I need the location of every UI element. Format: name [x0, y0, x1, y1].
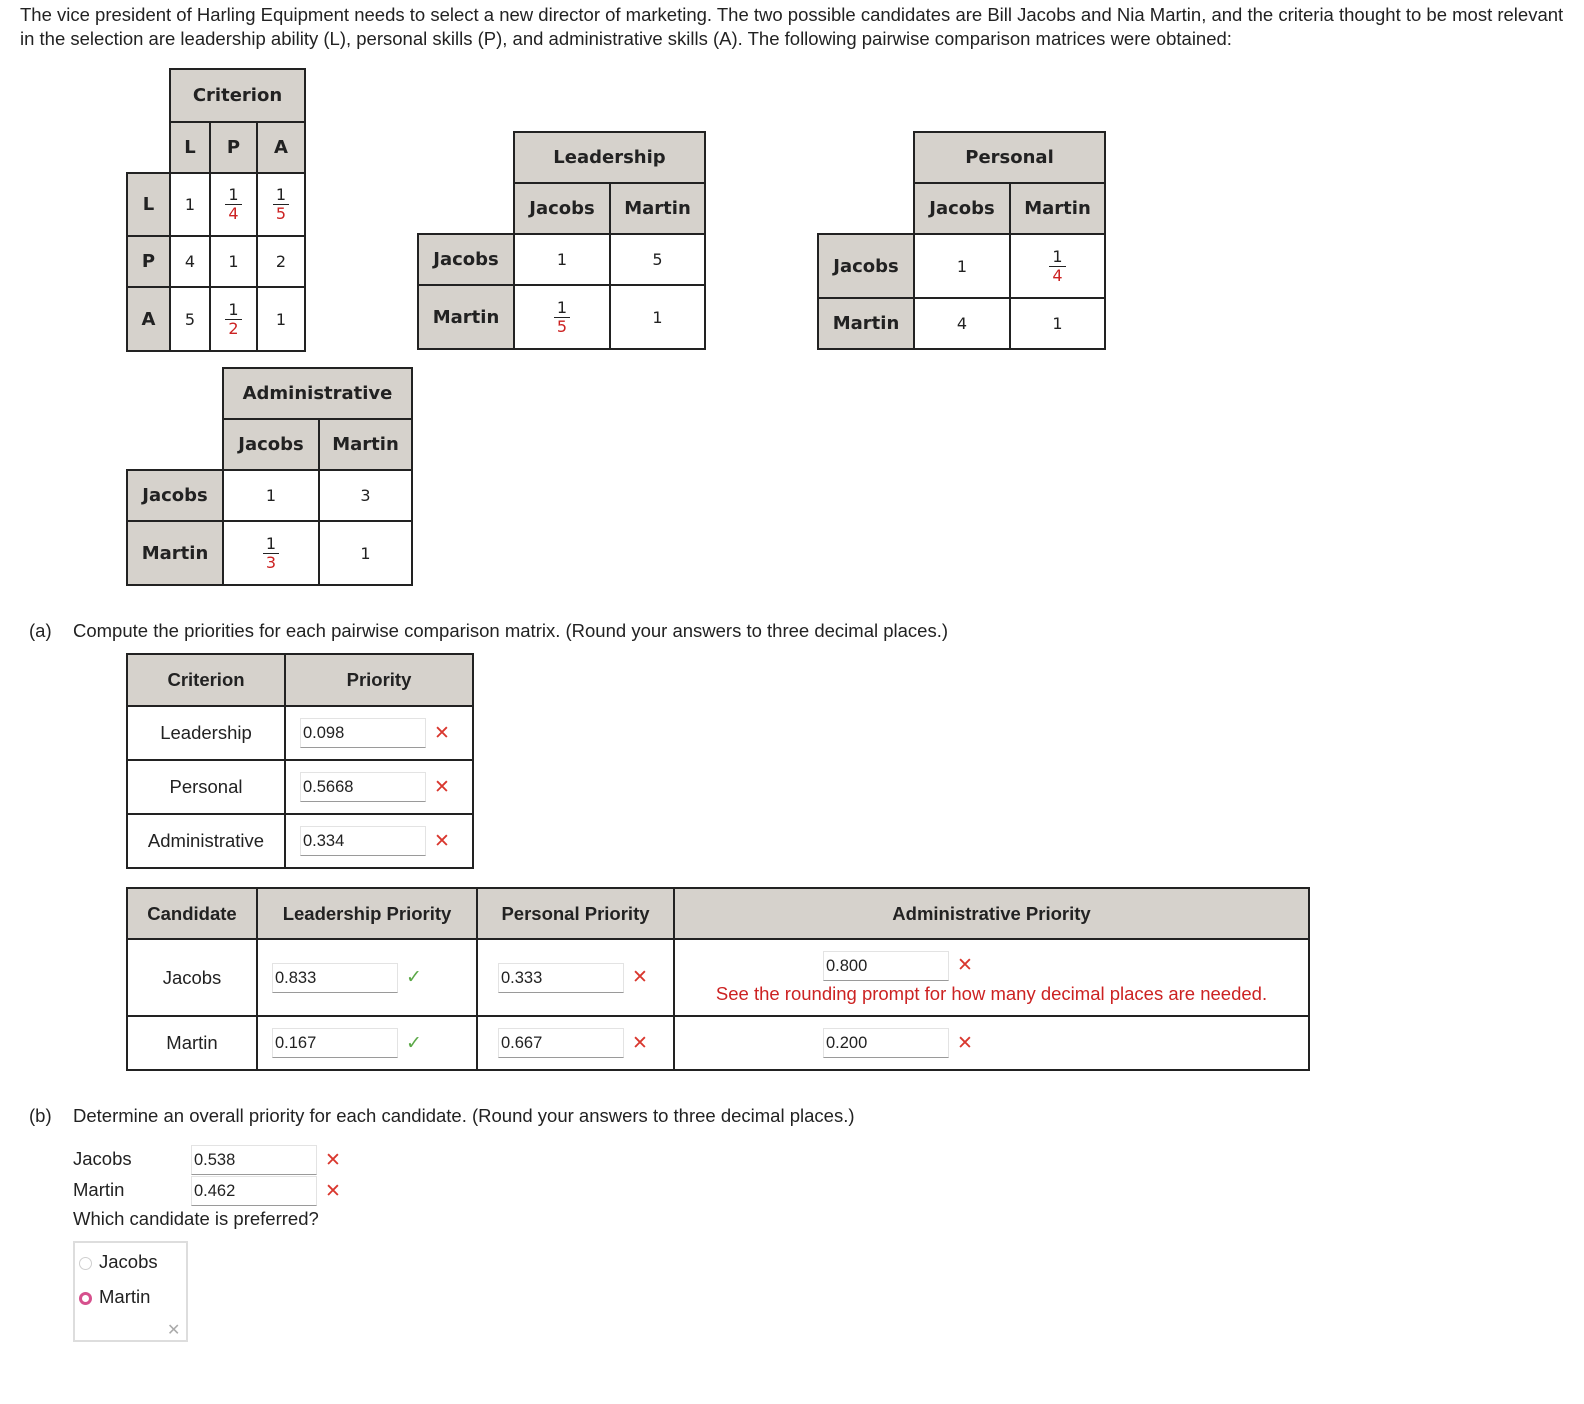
incorrect-x-icon: ✕: [434, 776, 450, 798]
criterion-personal-label: Personal: [127, 760, 285, 814]
radio-selected-icon[interactable]: [79, 1292, 92, 1305]
cell-a-l: 5: [170, 287, 210, 351]
incorrect-x-icon: ✕: [167, 1322, 181, 1339]
incorrect-x-icon: ✕: [957, 955, 973, 976]
personal-cell-m-j: 4: [914, 298, 1010, 349]
radio-unselected-icon[interactable]: [79, 1257, 92, 1270]
col-header-p: P: [210, 122, 257, 173]
leadership-matrix: [417, 131, 706, 350]
jacobs-personal-input[interactable]: 0.333: [498, 963, 624, 993]
martin-administrative-input[interactable]: 0.200: [823, 1028, 949, 1058]
personal-row-martin: Martin: [818, 298, 914, 349]
administrative-cell-m-m: 1: [319, 521, 412, 585]
administrative-cell-j-j: 1: [223, 470, 319, 521]
administrative-matrix-title: Administrative: [223, 368, 412, 419]
radio-label-martin: Martin: [99, 1286, 151, 1307]
incorrect-x-icon: ✕: [434, 722, 450, 744]
leadership-cell-m-j: $\frac{1}{5}$: [514, 285, 610, 349]
rounding-hint: See the rounding prompt for how many decimal places are needed.: [715, 982, 1268, 1004]
personal-priority-input[interactable]: 0.5668: [300, 772, 426, 802]
cell-p-p: 1: [210, 236, 257, 287]
criterion-leadership-label: Leadership: [127, 706, 285, 760]
candidate-priority-table: [126, 887, 1310, 1071]
radio-option-martin[interactable]: [79, 1286, 150, 1308]
priority-header: Priority: [285, 654, 473, 706]
leadership-matrix-title: Leadership: [514, 132, 705, 183]
radio-option-jacobs[interactable]: [79, 1251, 158, 1273]
administrative-cell-m-j: $\frac{1}{3}$: [223, 521, 319, 585]
jacobs-overall-row: [73, 1145, 343, 1175]
correct-check-icon: ✓: [406, 967, 422, 988]
administrative-row-jacobs: Jacobs: [127, 470, 223, 521]
criterion-priority-table: [126, 653, 474, 869]
martin-personal-input[interactable]: 0.667: [498, 1028, 624, 1058]
martin-overall-row: [73, 1176, 343, 1206]
administrative-matrix: [126, 367, 413, 586]
part-b-label: (b): [29, 1105, 52, 1126]
leadership-row-martin: Martin: [418, 285, 514, 349]
row-header-l: L: [127, 173, 170, 236]
personal-priority-header: Personal Priority: [477, 888, 674, 939]
candidate-header: Candidate: [127, 888, 257, 939]
row-header-p: P: [127, 236, 170, 287]
leadership-col-martin: Martin: [610, 183, 705, 234]
incorrect-x-icon: ✕: [957, 1032, 973, 1054]
criterion-matrix-title: Criterion: [170, 69, 305, 122]
candidate-jacobs-label: Jacobs: [127, 939, 257, 1016]
cell-a-a: 1: [257, 287, 305, 351]
col-header-l: L: [170, 122, 210, 173]
personal-matrix: [817, 131, 1106, 350]
part-b-prompt: Determine an overall priority for each candidate. (Round your answers to three decimal places.): [73, 1105, 855, 1126]
cell-l-a: $\frac{1}{5}$: [257, 173, 305, 236]
preferred-question: Which candidate is preferred?: [73, 1208, 319, 1229]
personal-matrix-title: Personal: [914, 132, 1105, 183]
incorrect-x-icon: ✕: [632, 1032, 648, 1054]
leadership-cell-j-m: 5: [610, 234, 705, 285]
col-header-a: A: [257, 122, 305, 173]
jacobs-leadership-input[interactable]: 0.833: [272, 963, 398, 993]
leadership-cell-j-j: 1: [514, 234, 610, 285]
personal-col-jacobs: Jacobs: [914, 183, 1010, 234]
personal-cell-m-m: 1: [1010, 298, 1105, 349]
correct-check-icon: ✓: [406, 1032, 422, 1054]
criterion-matrix: [126, 68, 306, 352]
jacobs-overall-label: Jacobs: [73, 1147, 132, 1169]
incorrect-x-icon: ✕: [325, 1180, 341, 1202]
leadership-col-jacobs: Jacobs: [514, 183, 610, 234]
leadership-priority-header: Leadership Priority: [257, 888, 477, 939]
incorrect-x-icon: ✕: [325, 1149, 341, 1171]
jacobs-administrative-input[interactable]: 0.800: [823, 951, 949, 981]
incorrect-x-icon: ✕: [632, 967, 648, 988]
administrative-col-jacobs: Jacobs: [223, 419, 319, 470]
leadership-row-jacobs: Jacobs: [418, 234, 514, 285]
administrative-priority-input[interactable]: 0.334: [300, 826, 426, 856]
personal-cell-j-m: $\frac{1}{4}$: [1010, 234, 1105, 298]
part-a-label: (a): [29, 620, 52, 641]
criterion-header: Criterion: [127, 654, 285, 706]
personal-col-martin: Martin: [1010, 183, 1105, 234]
administrative-priority-header: Administrative Priority: [674, 888, 1309, 939]
criterion-administrative-label: Administrative: [127, 814, 285, 868]
martin-leadership-input[interactable]: 0.167: [272, 1028, 398, 1058]
candidate-martin-label: Martin: [127, 1016, 257, 1070]
row-header-a: A: [127, 287, 170, 351]
personal-cell-j-j: 1: [914, 234, 1010, 298]
administrative-col-martin: Martin: [319, 419, 412, 470]
leadership-priority-input[interactable]: 0.098: [300, 718, 426, 748]
cell-p-a: 2: [257, 236, 305, 287]
cell-l-l: 1: [170, 173, 210, 236]
administrative-row-martin: Martin: [127, 521, 223, 585]
cell-p-l: 4: [170, 236, 210, 287]
cell-a-p: $\frac{1}{2}$: [210, 287, 257, 351]
personal-row-jacobs: Jacobs: [818, 234, 914, 298]
part-a-prompt: Compute the priorities for each pairwise comparison matrix. (Round your answers to three decimal places.): [73, 620, 949, 641]
radio-label-jacobs: Jacobs: [99, 1251, 158, 1272]
cell-l-p: $\frac{1}{4}$: [210, 173, 257, 236]
incorrect-x-icon: ✕: [434, 830, 450, 852]
preferred-candidate-group: [73, 1241, 188, 1342]
problem-statement: The vice president of Harling Equipment needs to select a new director of marketing. The two possible candidates are Bill Jacobs and Nia Martin, and the criteria thought to be most relevant in the selection are leadership ability (L), personal skills (P), and administrative skills (A). The following pairwise comparison matrices were obtained:: [20, 4, 1564, 49]
jacobs-overall-input[interactable]: 0.538: [191, 1145, 317, 1175]
administrative-cell-j-m: 3: [319, 470, 412, 521]
leadership-cell-m-m: 1: [610, 285, 705, 349]
martin-overall-label: Martin: [73, 1178, 125, 1200]
martin-overall-input[interactable]: 0.462: [191, 1176, 317, 1206]
